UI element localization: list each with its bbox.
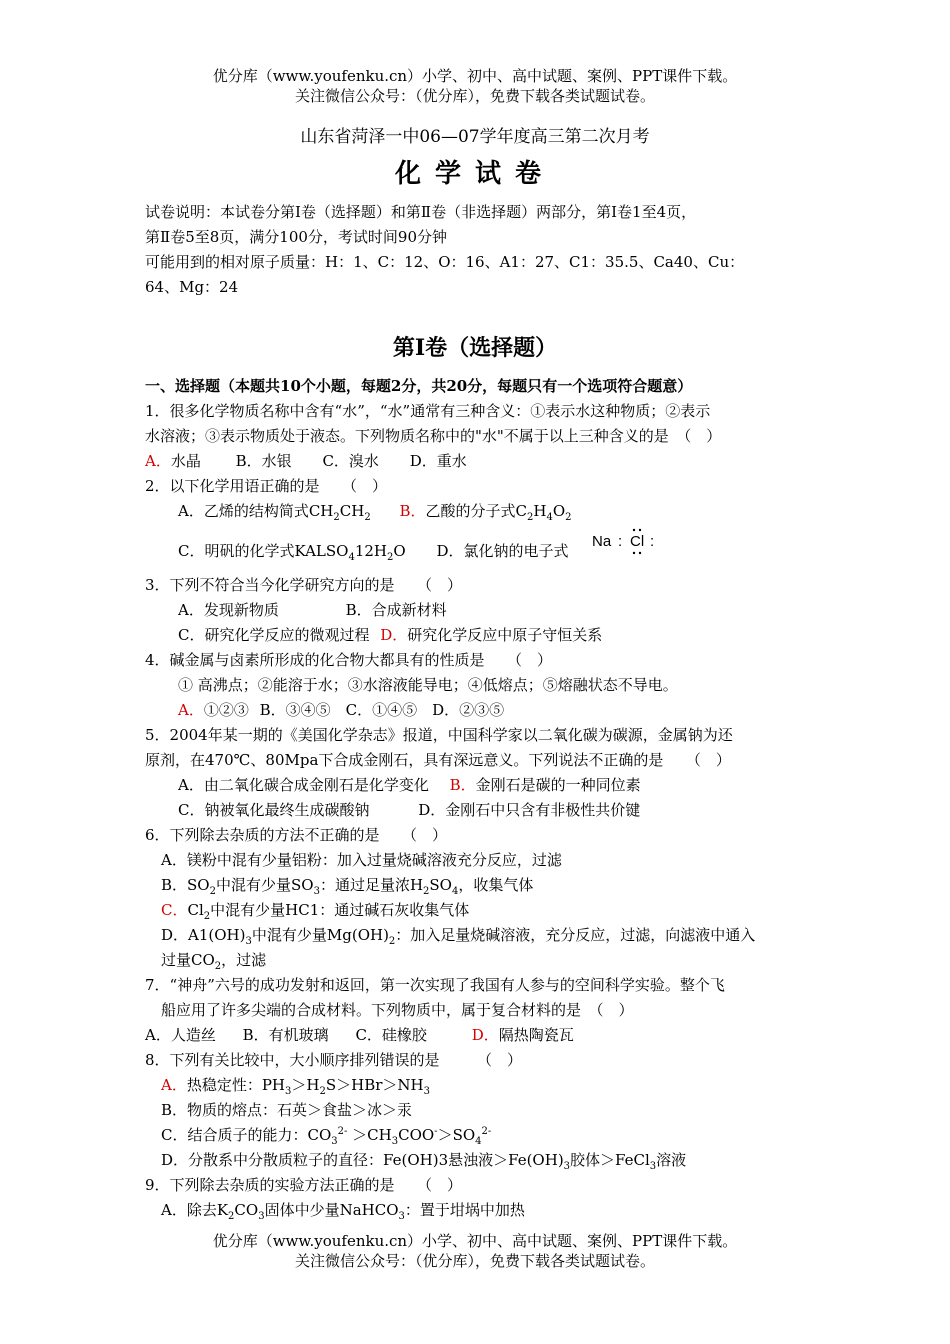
q8-option-b: B．物质的熔点：石英＞食盐＞冰＞汞 — [161, 1101, 413, 1119]
exam-subtitle: 山东省菏泽一中06—07学年度高三第二次月考 — [300, 127, 650, 147]
atomic-mass-2: 64、Mg：24 — [145, 278, 239, 296]
q4-option-a-label: A． — [178, 701, 204, 719]
q6-option-d-cont: 过量$CO_2$，过滤 — [161, 951, 267, 972]
nacl-electron-formula — [590, 527, 670, 557]
q6-option-b: B．$SO_2$中混有少量$SO_3$：通过足量浓$H_2SO_4$，收集气体 — [161, 876, 534, 897]
nacl-cl-symbol: Cl — [630, 533, 645, 550]
q7-option-a: A．人造丝 — [145, 1026, 216, 1044]
q2-options-cd: C．明矾的化学式$KALSO_412H_2O$ D．氯化钠的电子式 — [178, 542, 569, 563]
q1-stem-2: 水溶液；③表示物质处于液态。下列物质名称中的"水"不属于以上三种含义的是 （ ） — [145, 427, 722, 445]
q4-items: ① 高沸点；②能溶于水；③水溶液能导电；④低熔点；⑤熔融状态不导电。 — [178, 676, 678, 694]
q3-option-d-label: D． — [380, 626, 408, 644]
q5-options-cd — [178, 800, 640, 820]
q4-options — [178, 700, 504, 720]
q2-option-b-label: B． — [399, 502, 426, 520]
q3-option-c: C．研究化学反应的微观过程 — [178, 626, 370, 644]
q6-option-c: C．$Cl_2$中混有少量HC1：通过碱石灰收集气体 — [161, 901, 470, 922]
nacl-na-symbol: Na — [592, 533, 612, 550]
q7-options — [145, 1025, 574, 1045]
q4-stem: 4．碱金属与卤素所形成的化合物大都具有的性质是 （ ） — [145, 651, 553, 669]
electron-dot — [633, 529, 635, 531]
header-line-2: 关注微信公众号：（优分库），免费下载各类试题试卷。 — [294, 87, 655, 105]
q5-option-b-label: B． — [449, 776, 476, 794]
footer-line-1: 优分库（www.youfenku.cn）小学、初中、高中试题、案例、PPT课件下载。 — [212, 1232, 738, 1250]
q7-option-d: 隔热陶瓷瓦 — [498, 1026, 574, 1044]
q3-option-d: 研究化学反应中原子守恒关系 — [407, 626, 603, 644]
q8-option-a: A．热稳定性：$PH_3>H_2S>HBr>NH_3$ — [161, 1076, 431, 1097]
electron-dot — [639, 529, 641, 531]
atomic-mass-1: 可能用到的相对原子质量：H：1、C：12、O：16、A1：27、C1：35.5、Ca40、Cu： — [145, 253, 745, 271]
q1-options — [145, 451, 467, 471]
q8-stem: 8．下列有关比较中，大小顺序排列错误的是 （ ） — [145, 1051, 523, 1069]
header-line-1: 优分库（www.youfenku.cn）小学、初中、高中试题、案例、PPT课件下载。 — [212, 67, 738, 85]
exam-title: 化学试卷 — [394, 159, 555, 189]
q7-stem-1: 7．“神舟”六号的成功发射和返回，第一次实现了我国有人参与的空间科学实验。整个飞 — [145, 976, 725, 994]
q1-option-a: 水晶 — [170, 452, 201, 470]
q5-option-a: A．由二氧化碳合成金刚石是化学变化 — [178, 776, 429, 794]
electron-dot — [633, 552, 635, 554]
q2-option-a: A．乙烯的结构简式CH — [178, 502, 334, 520]
q2-stem: 2．以下化学用语正确的是 （ ） — [145, 477, 388, 495]
q6-option-c-label: C． — [161, 901, 188, 919]
q5-stem-1: 5．2004年某一期的《美国化学杂志》报道，中国科学家以二氧化碳为碳源，金属钠为还 — [145, 726, 733, 744]
q2-option-c: C．明矾的化学式KALSO — [178, 542, 349, 560]
q4-option-a: ①②③ — [203, 701, 249, 719]
q8-option-a-label: A． — [161, 1076, 187, 1094]
q2-option-d: D．氯化钠的电子式 — [436, 542, 569, 560]
electron-dot — [639, 552, 641, 554]
q7-option-d-label: D． — [471, 1026, 499, 1044]
q5-option-d: D．金刚石中只含有非极性共价键 — [418, 801, 641, 819]
exam-desc-2: 第Ⅱ卷5至8页，满分100分，考试时间90分钟 — [145, 228, 448, 246]
q5-stem-2: 原剂，在470℃、80Mpa下合成金刚石，具有深远意义。下列说法不正确的是 （ ） — [145, 751, 731, 769]
svg-text::: : — [650, 533, 655, 550]
q4-option-bcd: B．③④⑤ C．①④⑤ D．②③⑤ — [259, 701, 505, 719]
q1-option-a-label: A． — [145, 452, 171, 470]
q9-stem: 9．下列除去杂质的实验方法正确的是 （ ） — [145, 1176, 463, 1194]
q6-option-a: A．镁粉中混有少量铝粉：加入过量烧碱溶液充分反应，过滤 — [161, 851, 562, 869]
q3-option-b: B．合成新材料 — [345, 601, 447, 619]
q1-option-b: B．水银 — [235, 452, 292, 470]
q7-stem-2: 船应用了许多尖端的合成材料。下列物质中，属于复合材料的是 （ ） — [161, 1001, 634, 1019]
q7-option-c: C．硅橡胶 — [355, 1026, 427, 1044]
exam-desc-1: 试卷说明：本试卷分第Ⅰ卷（选择题）和第Ⅱ卷（非选择题）两部分，第Ⅰ卷1至4页， — [145, 203, 697, 221]
q9-option-a: A．除去$K_2CO_3$固体中少量NaHCO$_3$：置于坩埚中加热 — [161, 1201, 525, 1222]
q5-option-c: C．钠被氧化最终生成碳酸钠 — [178, 801, 370, 819]
q2-option-b: 乙酸的分子式C — [425, 502, 528, 520]
q8-option-d: D．分散系中分散质粒子的直径：Fe(OH)3悬浊液$>Fe(OH)_3$胶体＞FeCl$_3$溶液 — [161, 1151, 687, 1172]
q2-options-ab: A．乙烯的结构简式$CH_2CH_2$ B．乙酸的分子式$C_2H_4O_2$ — [178, 502, 572, 523]
q5-option-b: 金刚石是碳的一种同位素 — [475, 776, 641, 794]
q6-option-d: D．$A1(OH)_3$中混有少量$Mg(OH)_2$：加入足量烧碱溶液，充分反应，过滤，向滤液中通入 — [161, 926, 756, 947]
q5-options-ab — [178, 775, 641, 795]
q1-option-d: D．重水 — [409, 452, 467, 470]
q1-option-c: C．溴水 — [322, 452, 379, 470]
q8-option-c: C．结合质子的能力：$CO_3^{2-} >CH_3COO^->SO_4^{2-}$ — [161, 1126, 492, 1147]
q7-option-b: B．有机玻璃 — [242, 1026, 329, 1044]
q3-options-cd — [178, 625, 602, 645]
q1-stem-1: 1．很多化学物质名称中含有“水”，“水”通常有三种含义：①表示水这种物质；②表示 — [145, 402, 711, 420]
section-heading: 一、选择题（本题共10个小题，每题2分，共20分，每题只有一个选项符合题意） — [145, 377, 693, 395]
q6-stem: 6．下列除去杂质的方法不正确的是 （ ） — [145, 826, 448, 844]
part-one-heading: 第Ⅰ卷（选择题） — [392, 335, 558, 361]
svg-text::: : — [618, 533, 623, 550]
q3-options-ab — [178, 600, 447, 620]
q3-option-a: A．发现新物质 — [178, 601, 279, 619]
q3-stem: 3．下列不符合当今化学研究方向的是 （ ） — [145, 576, 463, 594]
footer-line-2: 关注微信公众号：（优分库），免费下载各类试题试卷。 — [294, 1252, 655, 1270]
